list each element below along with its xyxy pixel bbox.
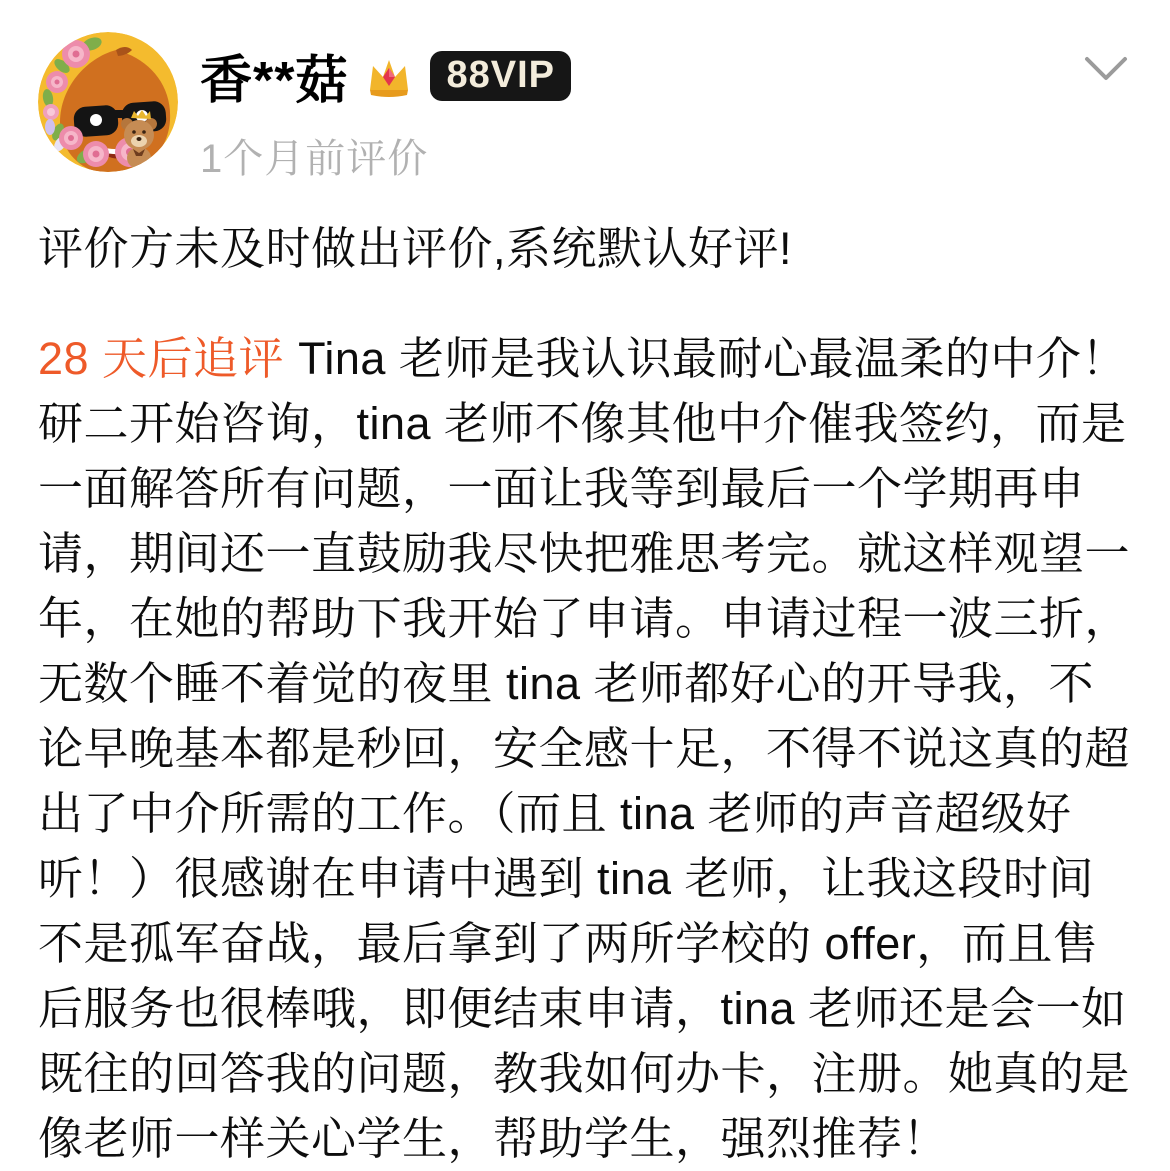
avatar-illustration bbox=[38, 32, 178, 172]
review-timestamp: 1个月前评价 bbox=[200, 137, 429, 181]
avatar[interactable] bbox=[38, 32, 178, 172]
crown-icon bbox=[366, 54, 412, 98]
review-header bbox=[38, 32, 1132, 184]
followup-review bbox=[38, 326, 1132, 1171]
username: 香**菇 bbox=[200, 52, 349, 110]
vip-badge: 88VIP bbox=[430, 51, 571, 101]
followup-review-text: Tina 老师是我认识最耐心最温柔的中介！研二开始咨询，tina 老师不像其他中介催我签约，而是一面解答所有问题，一面让我等到最后一个学期再申请，期间还一直鼓励我尽快把雅思考完。就这样观望一年，在她的帮助下我开始了申请。申请过程一波三折，无数个睡不着觉的夜里 tina 老师都好心的开导我，不论早晚基本都是秒回，安全感十足，不得不说这真的超出了中介所需的工作。（而且 tina 老师的声音超级好听！）很感谢在申请中遇到 tina 老师，让我这段时间不是孤军奋战，最后拿到了两所学校的 offer，而且售后服务也很棒哦，即便结束申请，tina 老师还是会一如既往的回答我的问题，教我如何办卡，注册。她真的是像老师一样关心学生，帮助学生，强烈推荐！ bbox=[38, 333, 1131, 1164]
chevron-down-icon bbox=[1084, 56, 1128, 82]
initial-review-text: 评价方未及时做出评价,系统默认好评! bbox=[38, 223, 793, 274]
collapse-review-button[interactable] bbox=[1080, 32, 1132, 109]
user-info bbox=[200, 32, 1080, 184]
followup-label: 28 天后追评 bbox=[38, 333, 285, 384]
